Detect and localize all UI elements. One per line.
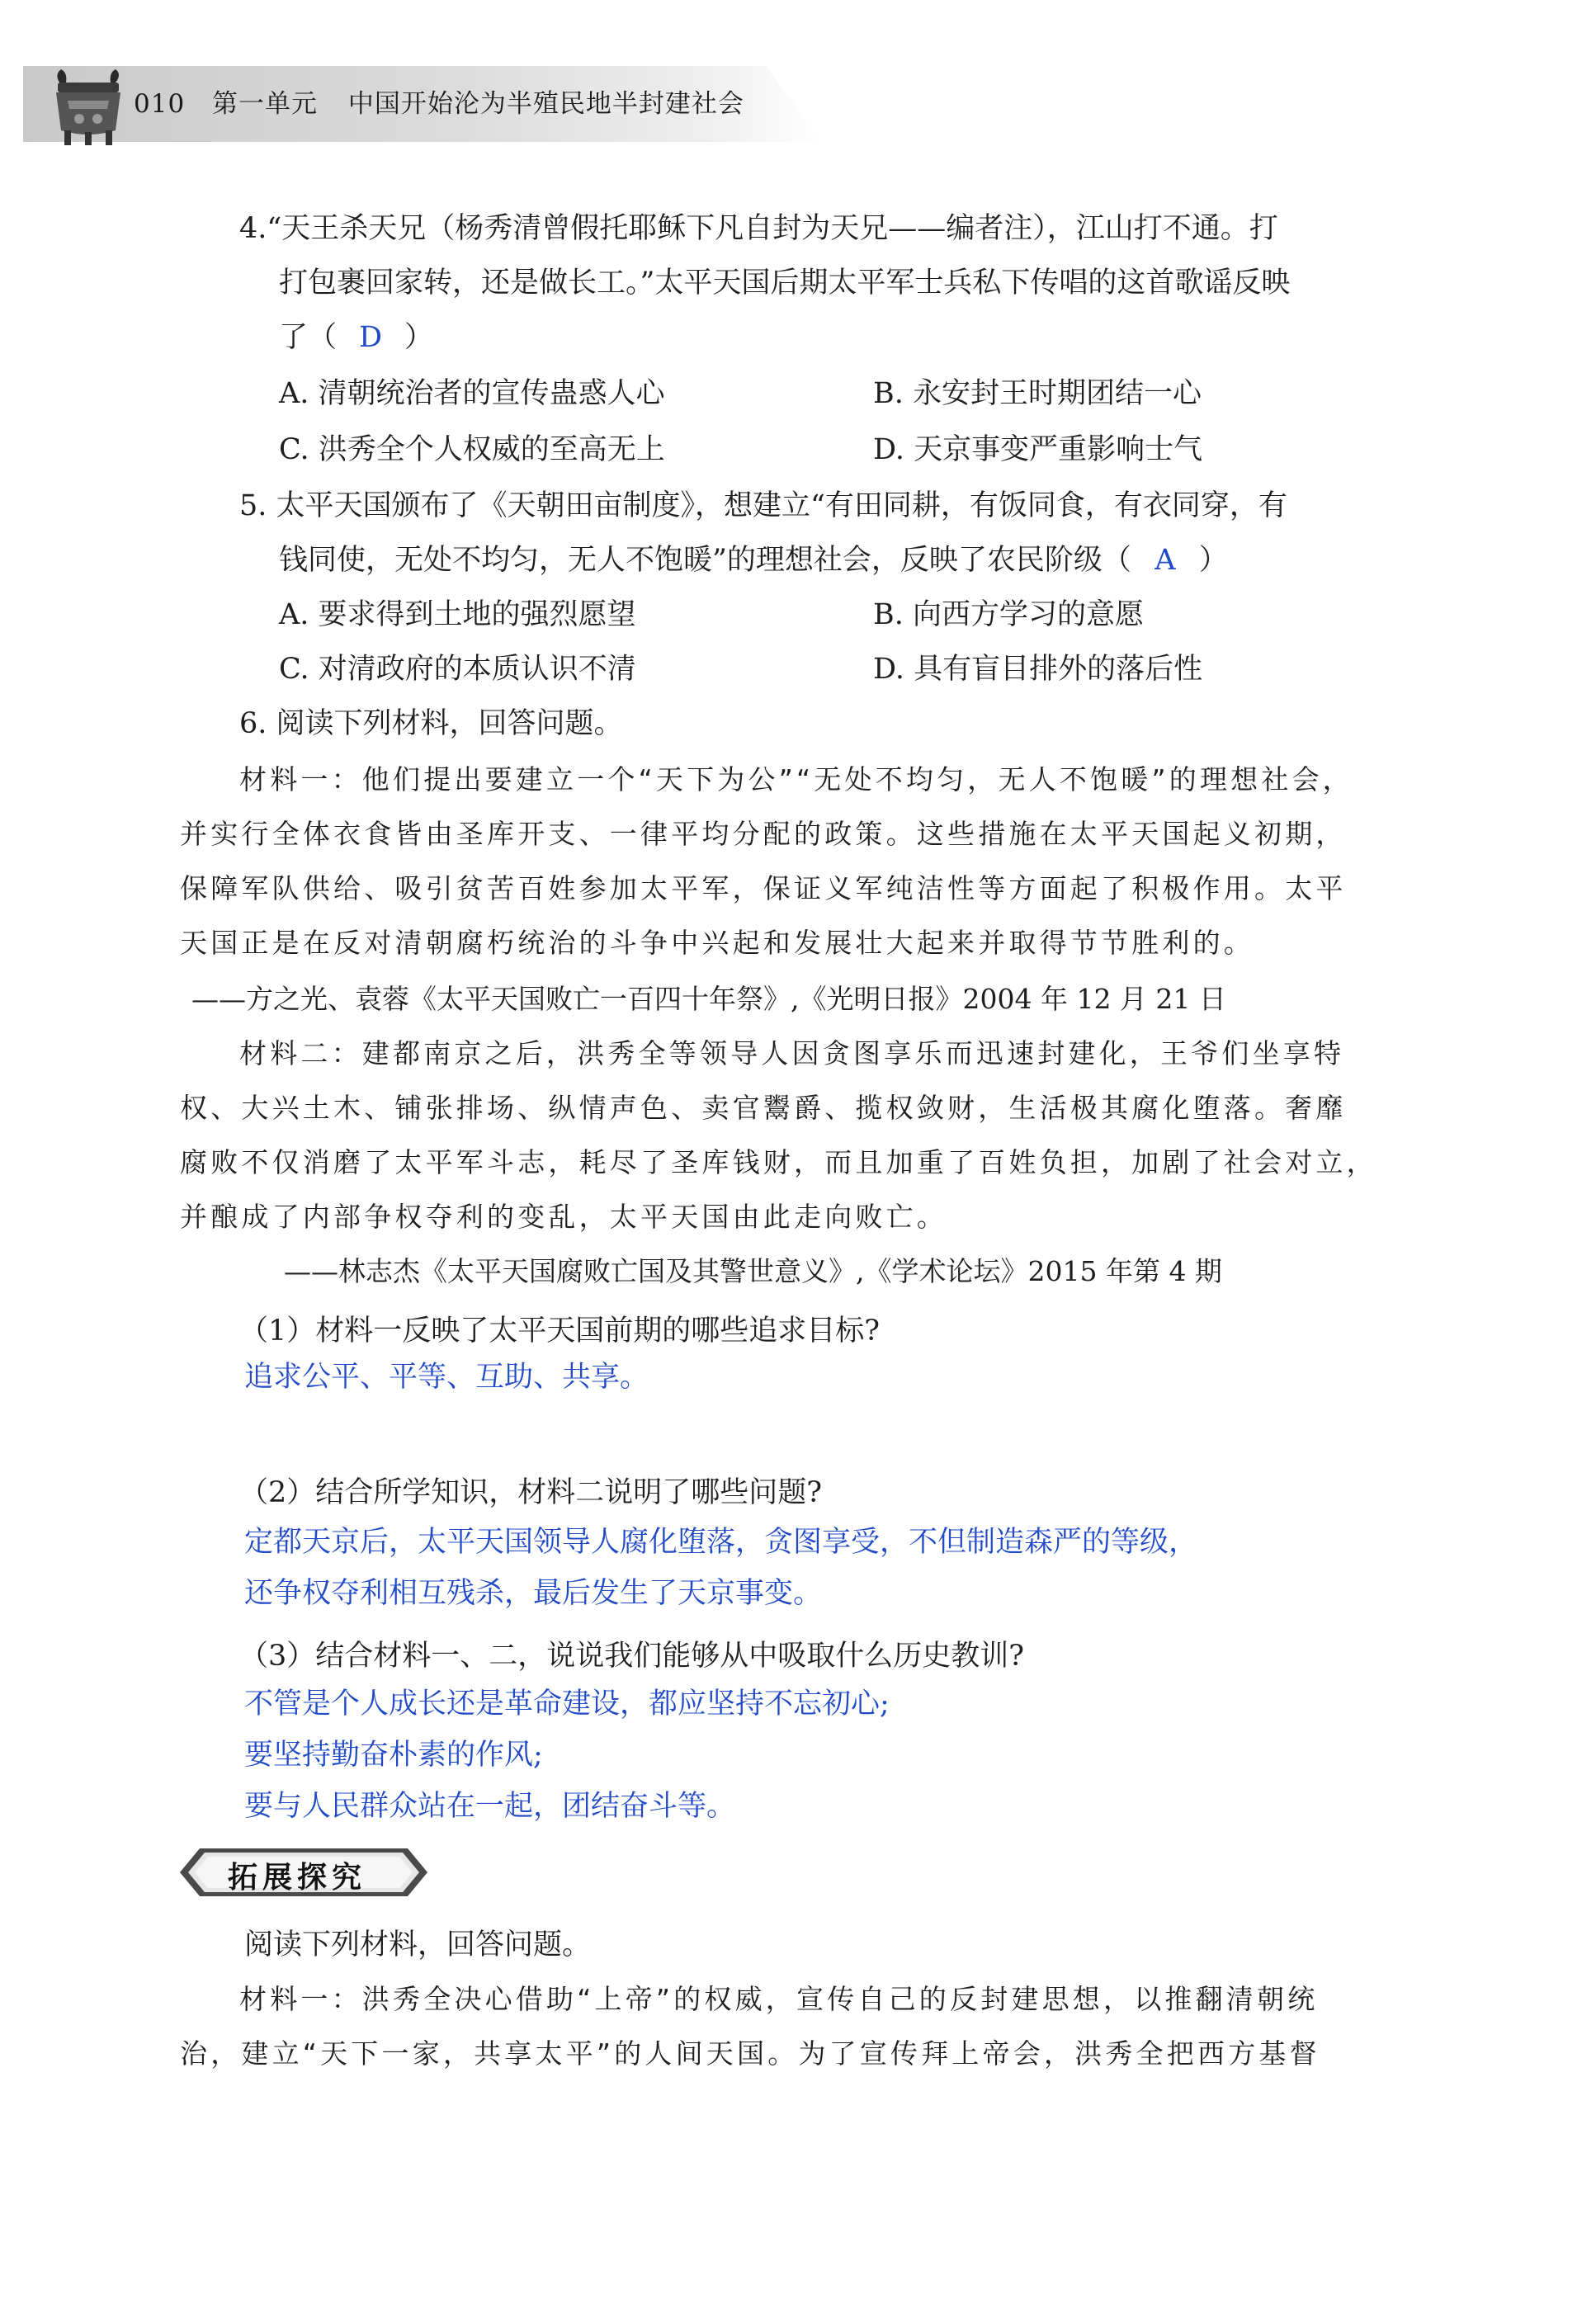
q6-sub2-question: （2）结合所学知识，材料二说明了哪些问题? [239, 1476, 823, 1509]
q4-stem-line2: 打包裹回家转，还是做长工。”太平天国后期太平军士兵私下传唱的这首歌谣反映 [279, 267, 1291, 300]
q6-sub3-answer-line2: 要坚持勤奋朴素的作风; [244, 1739, 543, 1772]
q5-option-d: D. 具有盲目排外的落后性 [873, 653, 1203, 686]
q6-intro: 6. 阅读下列材料，回答问题。 [239, 707, 623, 740]
unit-label: 第一单元 [212, 89, 319, 119]
q6-material1-source: ——方之光、袁蓉《太平天国败亡一百四十年祭》,《光明日报》2004 年 12 月 21 日 [191, 983, 1226, 1015]
q4-bracket-open: 了（ [279, 321, 338, 354]
q5-option-c: C. 对清政府的本质认识不清 [279, 653, 636, 686]
q6-material2-line4: 并酿成了内部争权夺利的变乱，太平天国由此走向败亡。 [180, 1201, 947, 1233]
q5-stem-line2 [279, 541, 1228, 579]
q5-option-b: B. 向西方学习的意愿 [873, 598, 1144, 631]
q5-stem-text: 钱同使，无处不均匀，无人不饱暖”的理想社会，反映了农民阶级（ [279, 544, 1131, 577]
q4-option-d: D. 天京事变严重影响士气 [873, 433, 1203, 466]
q6-sub2-answer-line1: 定都天京后，太平天国领导人腐化堕落，贪图享受，不但制造森严的等级， [244, 1526, 1198, 1559]
q5-bracket-close: ） [1198, 544, 1228, 577]
extension-material1-line2: 治，建立“天下一家，共享太平”的人间天国。为了宣传拜上帝会，洪秀全把西方基督 [180, 2037, 1320, 2070]
q6-sub1-answer: 追求公平、平等、互助、共享。 [244, 1361, 649, 1394]
q6-sub2-answer-line2: 还争权夺利相互残杀，最后发生了天京事变。 [244, 1577, 823, 1610]
q4-stem-line3 [279, 319, 433, 356]
extension-intro: 阅读下列材料，回答问题。 [244, 1928, 592, 1961]
q6-sub3-question: （3）结合材料一、二，说说我们能够从中吸取什么历史教训? [239, 1640, 1025, 1673]
q4-bracket-close: ） [404, 321, 434, 354]
extension-section-badge [180, 1845, 427, 1900]
q6-material2-line1: 材料二：建都南京之后，洪秀全等领导人因贪图享乐而迅速封建化，王爷们坐享特 [239, 1037, 1345, 1069]
q4-option-c: C. 洪秀全个人权威的至高无上 [279, 433, 665, 466]
q6-material2-source: ——林志杰《太平天国腐败亡国及其警世意义》,《学术论坛》2015 年第 4 期 [284, 1255, 1222, 1287]
q4-stem-line1: 4.“天王杀天兄（杨秀清曾假托耶稣下凡自封为天兄——编者注），江山打不通。打 [239, 212, 1278, 245]
q6-sub3-answer-line3: 要与人民群众站在一起，团结奋斗等。 [244, 1790, 736, 1823]
q6-material1-line1: 材料一：他们提出要建立一个“天下为公”“无处不均匀，无人不饱暖”的理想社会， [239, 763, 1353, 795]
q5-stem-line1: 5. 太平天国颁布了《天朝田亩制度》，想建立“有田同耕，有饭同食，有衣同穿，有 [239, 489, 1287, 522]
q5-option-a: A. 要求得到土地的强烈愿望 [279, 598, 636, 631]
q6-material1-line2: 并实行全体衣食皆由圣库开支、一律平均分配的政策。这些措施在太平天国起义初期， [180, 818, 1347, 850]
q6-material2-line2: 权、大兴土木、铺张排场、纵情声色、卖官鬻爵、揽权敛财，生活极其腐化堕落。奢靡 [180, 1092, 1347, 1124]
q4-answer: D [358, 321, 383, 354]
running-header [134, 83, 744, 120]
q6-material1-line3: 保障军队供给、吸引贫苦百姓参加太平军，保证义军纯洁性等方面起了积极作用。太平 [180, 872, 1347, 904]
q5-answer: A [1155, 544, 1176, 577]
bronze-vessel-icon [43, 59, 134, 150]
q6-sub3-answer-line1: 不管是个人成长还是革命建设，都应坚持不忘初心; [244, 1688, 890, 1721]
q4-option-a: A. 清朝统治者的宣传蛊惑人心 [279, 377, 665, 410]
q6-sub1-question: （1）材料一反映了太平天国前期的哪些追求目标? [239, 1315, 881, 1348]
extension-material1-line1: 材料一：洪秀全决心借助“上帝”的权威，宣传自己的反封建思想，以推翻清朝统 [239, 1983, 1319, 2015]
extension-section-title: 拓展探究 [228, 1861, 367, 1895]
unit-title: 中国开始沦为半殖民地半封建社会 [347, 89, 744, 119]
q6-material2-line3: 腐败不仅消磨了太平军斗志，耗尽了圣库钱财，而且加重了百姓负担，加剧了社会对立， [180, 1146, 1377, 1178]
q4-option-b: B. 永安封王时期团结一心 [873, 377, 1202, 410]
q6-material1-line4: 天国正是在反对清朝腐朽统治的斗争中兴起和发展壮大起来并取得节节胜利的。 [180, 927, 1254, 959]
page-number: 010 [134, 89, 186, 119]
